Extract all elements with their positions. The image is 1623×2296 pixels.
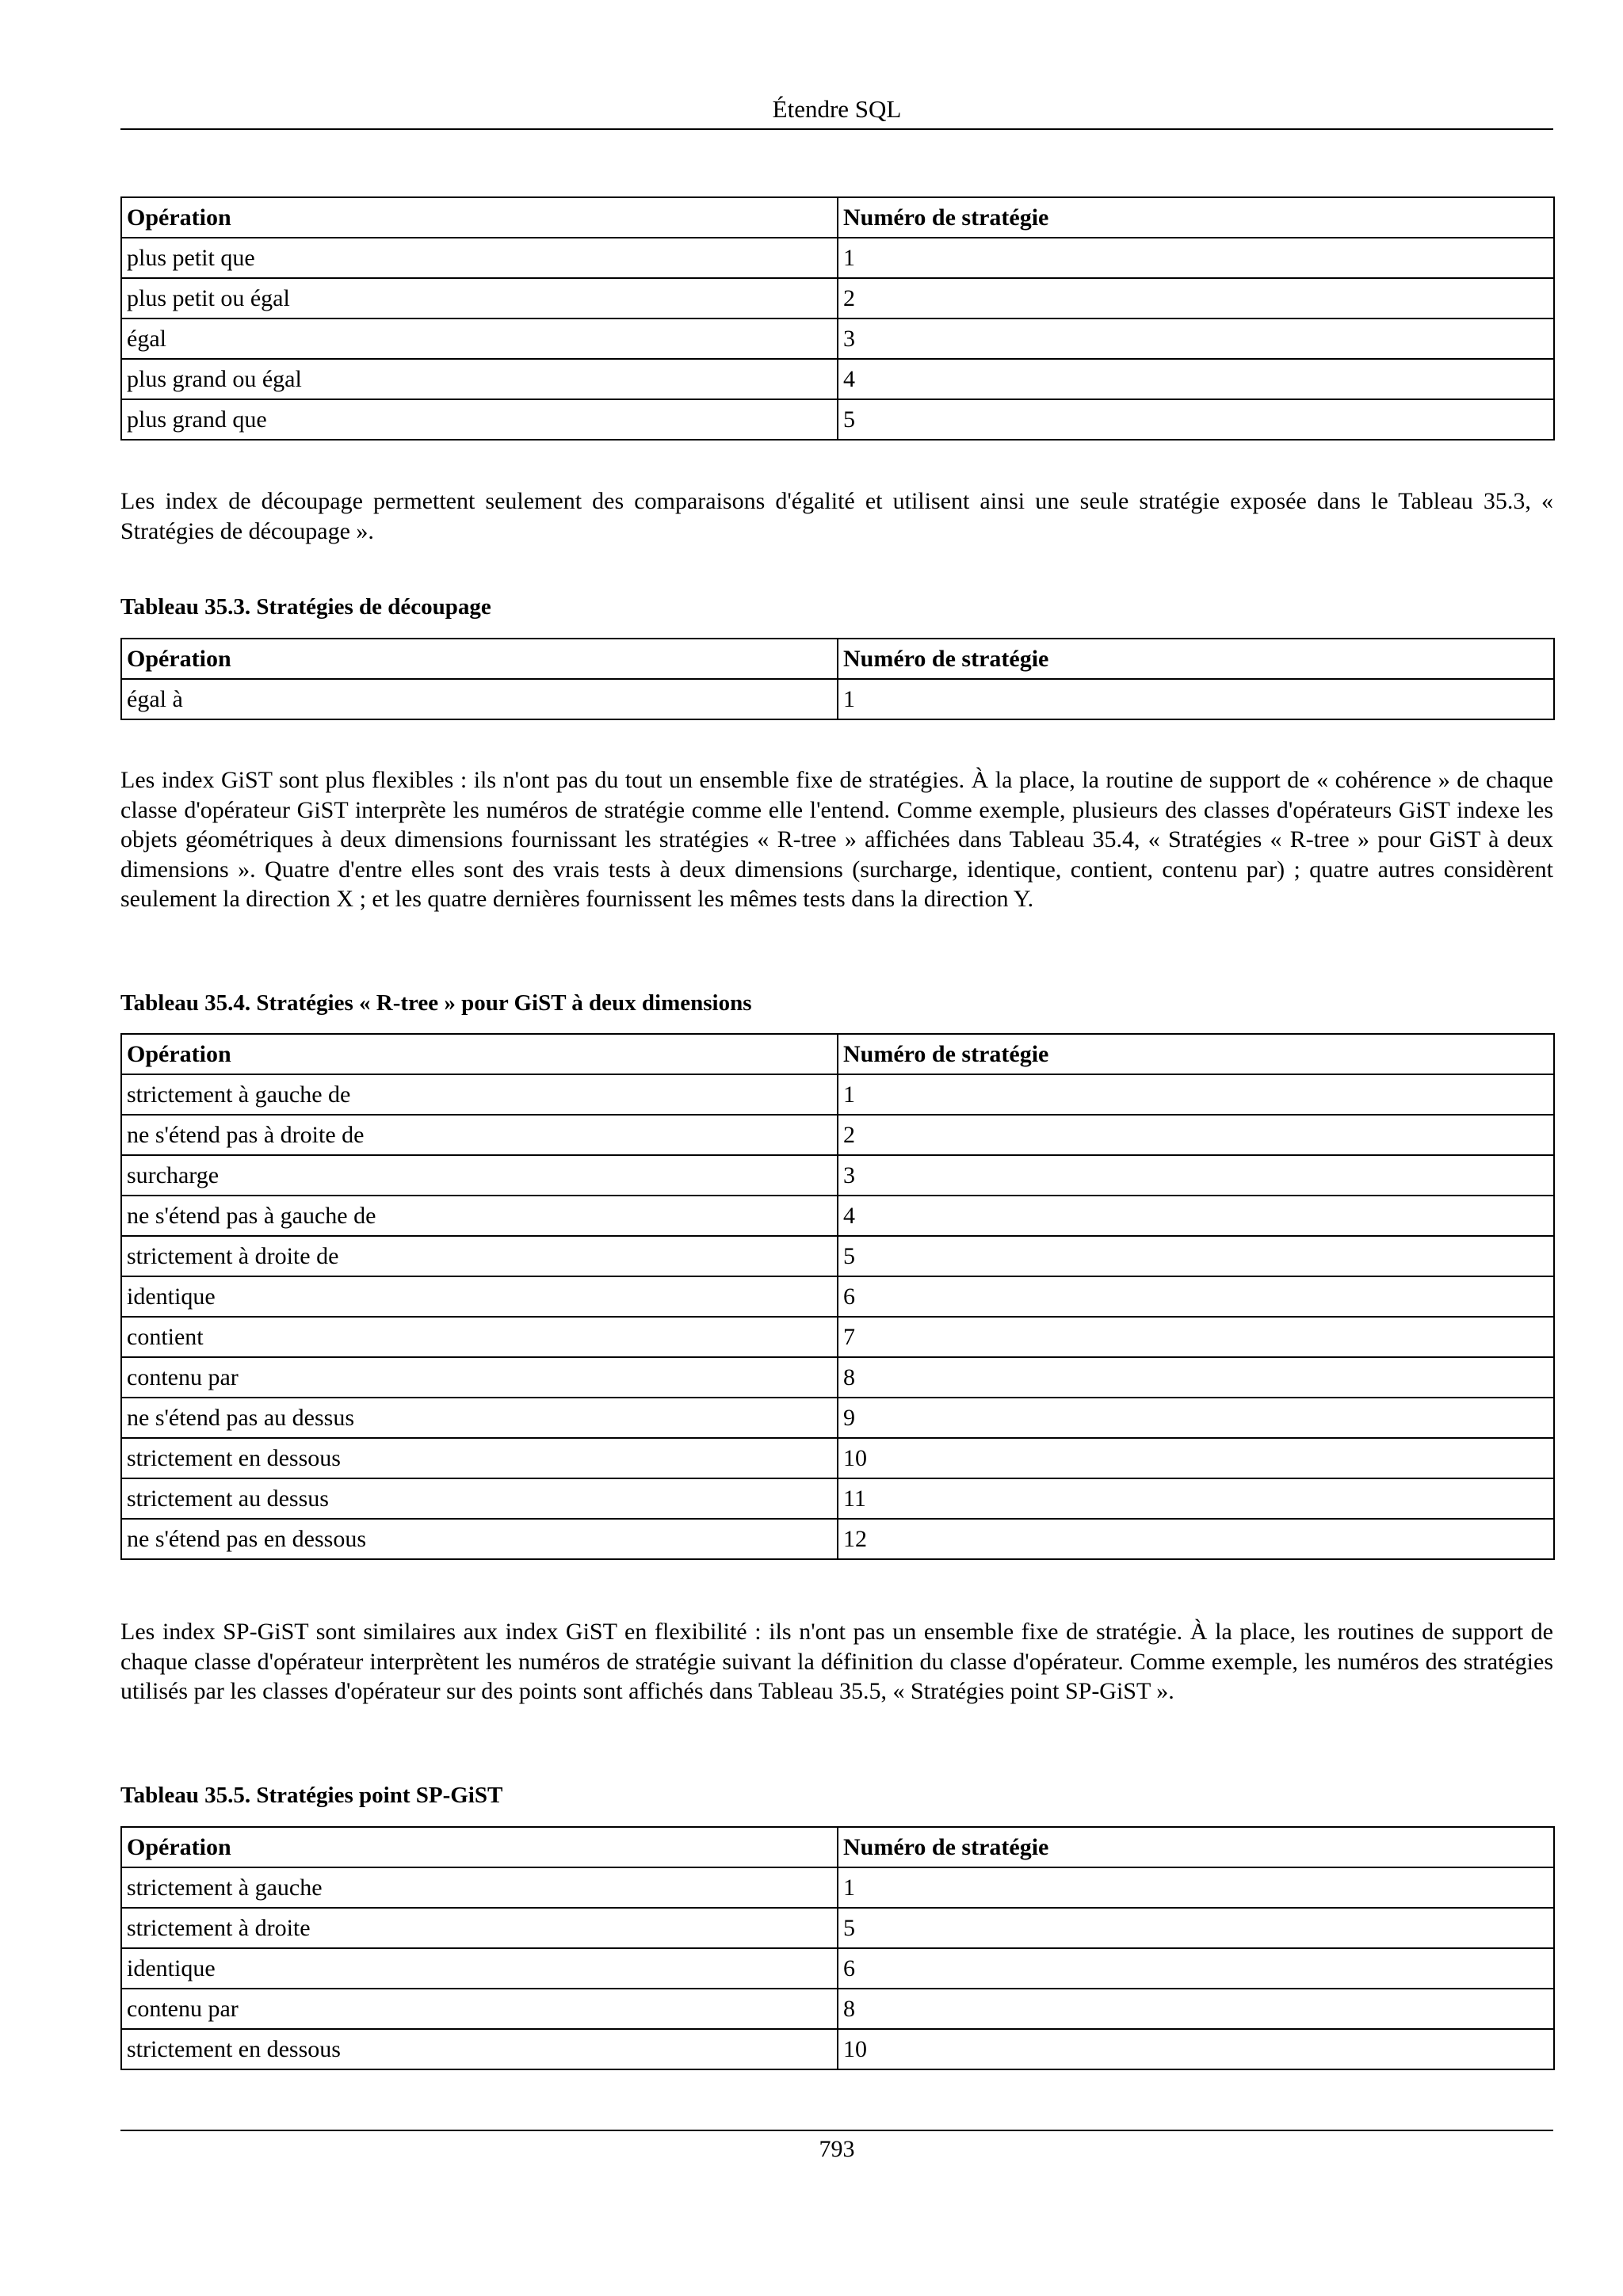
cell-strategy-number: 8 — [838, 1357, 1554, 1398]
table-row — [121, 1989, 1554, 2029]
cell-strategy-number: 1 — [838, 1867, 1554, 1908]
cell-strategy-number: 3 — [838, 1155, 1554, 1196]
paragraph-gist-index — [120, 765, 1553, 914]
cell-operation: plus grand que — [121, 399, 838, 440]
table-caption: Tableau 35.5. Stratégies point SP-GiST — [120, 1783, 503, 1808]
cell-operation: strictement à gauche de — [121, 1074, 838, 1115]
cell-operation: identique — [121, 1948, 838, 1989]
cell-operation: contenu par — [121, 1989, 838, 2029]
header-rule — [120, 128, 1553, 130]
cell-strategy-number: 5 — [838, 1908, 1554, 1948]
table-row — [121, 1908, 1554, 1948]
table-header-row — [121, 197, 1554, 238]
cell-strategy-number: 5 — [838, 1236, 1554, 1276]
cell-operation: égal à — [121, 679, 838, 719]
cell-operation: strictement à gauche — [121, 1867, 838, 1908]
cell-operation: strictement à droite de — [121, 1236, 838, 1276]
cell-strategy-number: 8 — [838, 1989, 1554, 2029]
cell-strategy-number: 10 — [838, 2029, 1554, 2069]
cell-operation: plus petit ou égal — [121, 278, 838, 318]
strategy-table-spgist — [120, 1826, 1555, 2070]
cell-strategy-number: 12 — [838, 1519, 1554, 1559]
page-number: 793 — [819, 2136, 855, 2162]
strategy-table-rtree-block — [120, 1033, 1553, 1560]
header-strategy-number: Numéro de stratégie — [838, 197, 1554, 238]
table-row — [121, 1867, 1554, 1908]
header-strategy-number: Numéro de stratégie — [838, 1034, 1554, 1074]
cell-operation: surcharge — [121, 1155, 838, 1196]
cell-operation: ne s'étend pas au dessus — [121, 1398, 838, 1438]
table-row — [121, 1236, 1554, 1276]
cell-operation: strictement à droite — [121, 1908, 838, 1948]
cell-strategy-number: 9 — [838, 1398, 1554, 1438]
table-row — [121, 238, 1554, 278]
table-caption: Tableau 35.4. Stratégies « R-tree » pour GiST à deux dimensions — [120, 990, 752, 1016]
strategy-table-hash-block — [120, 638, 1553, 720]
paragraph-text: Les index SP-GiST sont similaires aux index GiST en flexibilité : ils n'ont pas un ensemble fixe de stratégie. À la place, les routines de support de chaque classe d'opérateur interprètent les numéros de stratégie suivant la définition du classe d'opérateur. Comme exemple, les numéros des stratégies utilisés par les classes d'opérateur sur des points sont affichés dans Tableau 35.5, « Stratégies point SP-GiST ». — [120, 1619, 1553, 1704]
header-operation: Opération — [121, 639, 838, 679]
cell-operation: ne s'étend pas à droite de — [121, 1115, 838, 1155]
cell-strategy-number: 1 — [838, 679, 1554, 719]
table-row — [121, 1438, 1554, 1478]
footer-rule — [120, 2130, 1553, 2131]
paragraph-text: Les index de découpage permettent seulement des comparaisons d'égalité et utilisent ainsi une seule stratégie exposée dans le Tableau 35.3, « Stratégies de découpage ». — [120, 488, 1553, 544]
table-row — [121, 1276, 1554, 1317]
cell-strategy-number: 7 — [838, 1317, 1554, 1357]
cell-operation: plus grand ou égal — [121, 359, 838, 399]
cell-strategy-number: 10 — [838, 1438, 1554, 1478]
cell-strategy-number: 11 — [838, 1478, 1554, 1519]
table-header-row — [121, 639, 1554, 679]
table-row — [121, 2029, 1554, 2069]
table-row — [121, 1317, 1554, 1357]
cell-strategy-number: 3 — [838, 318, 1554, 359]
cell-strategy-number: 4 — [838, 359, 1554, 399]
cell-strategy-number: 2 — [838, 278, 1554, 318]
strategy-table-btree-block — [120, 196, 1553, 441]
strategy-table-hash — [120, 638, 1555, 720]
cell-strategy-number: 5 — [838, 399, 1554, 440]
table-caption: Tableau 35.3. Stratégies de découpage — [120, 594, 491, 620]
cell-operation: ne s'étend pas à gauche de — [121, 1196, 838, 1236]
cell-operation: identique — [121, 1276, 838, 1317]
header-operation: Opération — [121, 197, 838, 238]
header-strategy-number: Numéro de stratégie — [838, 1827, 1554, 1867]
header-operation: Opération — [121, 1034, 838, 1074]
table-35-5-caption-block — [120, 1781, 1553, 1810]
table-row — [121, 1074, 1554, 1115]
cell-strategy-number: 4 — [838, 1196, 1554, 1236]
table-row — [121, 359, 1554, 399]
strategy-table-spgist-block — [120, 1826, 1553, 2070]
table-row — [121, 1196, 1554, 1236]
table-row — [121, 1519, 1554, 1559]
table-row — [121, 679, 1554, 719]
strategy-table-rtree — [120, 1033, 1555, 1560]
table-row — [121, 1478, 1554, 1519]
cell-operation: plus petit que — [121, 238, 838, 278]
cell-operation: contenu par — [121, 1357, 838, 1398]
cell-operation: ne s'étend pas en dessous — [121, 1519, 838, 1559]
table-row — [121, 1115, 1554, 1155]
strategy-table-btree — [120, 196, 1555, 441]
table-row — [121, 399, 1554, 440]
paragraph-text: Les index GiST sont plus flexibles : ils n'ont pas du tout un ensemble fixe de stratégies. À la place, la routine de support de « cohérence » de chaque classe d'opérateur GiST interprète les numéros de stratégie comme elle l'entend. Comme exemple, plusieurs des classes d'opérateurs GiST indexe les objets géométriques à deux dimensions fournissant les stratégies « R-tree » affichées dans Tableau 35.4, « Stratégies « R-tree » pour GiST à deux dimensions ». Quatre d'entre elles sont des vrais tests à deux dimensions (surcharge, identique, contient, contenu par) ; quatre autres considèrent seulement la direction X ; et les quatre dernières fournissent les mêmes tests dans la direction Y. — [120, 767, 1553, 912]
table-row — [121, 318, 1554, 359]
cell-operation: strictement en dessous — [121, 1438, 838, 1478]
running-header: Étendre SQL — [772, 95, 902, 123]
table-row — [121, 278, 1554, 318]
cell-strategy-number: 1 — [838, 1074, 1554, 1115]
cell-strategy-number: 6 — [838, 1948, 1554, 1989]
header-strategy-number: Numéro de stratégie — [838, 639, 1554, 679]
cell-operation: strictement en dessous — [121, 2029, 838, 2069]
table-row — [121, 1398, 1554, 1438]
header-operation: Opération — [121, 1827, 838, 1867]
table-row — [121, 1357, 1554, 1398]
cell-operation: strictement au dessus — [121, 1478, 838, 1519]
table-35-3-caption-block — [120, 593, 1553, 621]
paragraph-hash-index — [120, 486, 1553, 546]
table-row — [121, 1948, 1554, 1989]
table-35-4-caption-block — [120, 989, 1553, 1017]
cell-strategy-number: 1 — [838, 238, 1554, 278]
cell-strategy-number: 2 — [838, 1115, 1554, 1155]
document-page — [120, 0, 1553, 2296]
table-row — [121, 1155, 1554, 1196]
table-header-row — [121, 1827, 1554, 1867]
paragraph-spgist-index — [120, 1617, 1553, 1707]
cell-operation: égal — [121, 318, 838, 359]
cell-strategy-number: 6 — [838, 1276, 1554, 1317]
cell-operation: contient — [121, 1317, 838, 1357]
table-header-row — [121, 1034, 1554, 1074]
